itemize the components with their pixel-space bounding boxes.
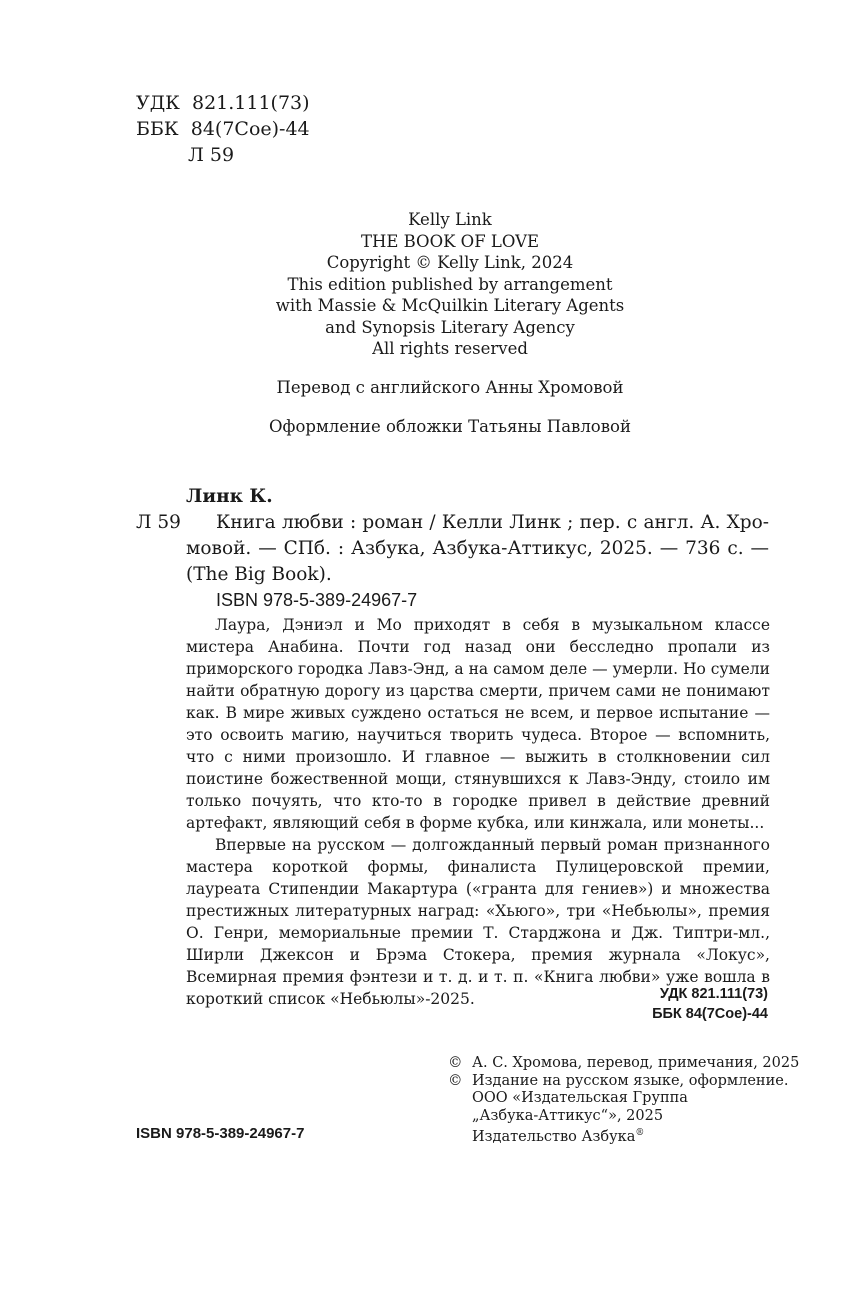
- bibliographic-line-3: (The Big Book).: [186, 564, 332, 585]
- copyright-row: [448, 1055, 799, 1073]
- bottom-isbn: ISBN 978-5-389-24967-7: [136, 1125, 305, 1142]
- copyright-row: [448, 1108, 799, 1126]
- cover-credit: Оформление обложки Татьяны Павловой: [269, 417, 631, 436]
- original-title: THE BOOK OF LOVE: [360, 231, 540, 251]
- bbk-value: 84(7Сое)-44: [190, 118, 310, 140]
- udk-line: [136, 90, 310, 116]
- translation-credit: Перевод с английского Анны Хромовой: [276, 378, 624, 397]
- annotation: [186, 614, 770, 1010]
- copyright-text: А. С. Хромова, перевод, примечания, 2025: [472, 1055, 800, 1071]
- original-author: Kelly Link: [408, 210, 492, 229]
- bibliographic-line-1: Книга любви : роман / Келли Линк ; пер. с англ. А. Хро-: [216, 512, 769, 533]
- copyright-row: [448, 1125, 799, 1146]
- bottom-bbk: ББК 84(7Сое)-44: [652, 1006, 768, 1022]
- edition-note-3: and Synopsis Literary Agency: [325, 317, 575, 337]
- annotation-paragraph-2: Впервые на русском — долгожданный первый роман признанного мастера короткой формы, финалиста Пулицеровской премии, лауреата Стипендии Макартура («гранта для гениев») и множества престижных литературных наград: «Хьюго», три «Небьюлы», премия О. Генри, мемориальные премии Т. Старджона и Дж. Типтри-мл., Ширли Джексон и Брэма Стокера, премия журнала «Локус», Всемирная премия фэнтези и т. д. и т. п. «Книга любви» уже вошла в короткий список «Небьюлы»-2025.: [186, 836, 770, 1008]
- copyright-symbol: ©: [448, 1072, 463, 1089]
- copyright-symbol: ©: [448, 1055, 463, 1071]
- rights-reserved: All rights reserved: [372, 339, 528, 358]
- bbk-line: [136, 116, 310, 142]
- edition-note-1: This edition published by arrangement: [287, 274, 613, 294]
- copyright-row: [448, 1090, 799, 1108]
- udk-label: УДК: [136, 92, 180, 114]
- copyright-text: ООО «Издательская Группа: [472, 1090, 688, 1106]
- original-edition-info: [200, 209, 700, 360]
- author-heading: Линк К.: [186, 486, 273, 507]
- bibliographic-isbn: ISBN 978-5-389-24967-7: [216, 590, 418, 610]
- bbk-label: ББК: [136, 118, 179, 140]
- copyright-text: Издание на русском языке, оформление.: [472, 1072, 789, 1089]
- copyright-block: [448, 1055, 799, 1146]
- udk-value: 821.111(73): [191, 92, 310, 114]
- copyright-row: [448, 1073, 799, 1091]
- bottom-udk: УДК 821.111(73): [659, 986, 768, 1002]
- edition-note-2: with Massie & McQuilkin Literary Agents: [275, 296, 625, 315]
- copyright-text: „Азбука-Аттикус“», 2025: [472, 1107, 664, 1124]
- author-mark: Л 59: [188, 144, 235, 166]
- bibliographic-mark: Л 59: [136, 512, 181, 533]
- registered-mark: ®: [635, 1128, 645, 1138]
- copyright-text: Издательство Азбука: [472, 1128, 636, 1145]
- bibliographic-line-2: мовой. — СПб. : Азбука, Азбука-Аттикус, 2025. — 736 с. —: [186, 538, 769, 559]
- annotation-paragraph-1: Лаура, Дэниэл и Мо приходят в себя в музыкальном классе мистера Анабина. Почти год назад они бесследно пропали из приморского городка Лавз-Энд, а на самом деле — умерли. Но сумели найти обратную дорогу из царства смерти, причем сами не понимают как. В мире живых суждено остаться не всем, и первое испытание — это освоить магию, научиться творить чудеса. Второе — вспомнить, что с ними произошло. И главное — выжить в столкновении сил поистине божественной мощи, стянувшихся к Лавз-Энду, стоило им только почуять, что кто-то в городке привел в действие древний артефакт, являющий себя в форме кубка, или кинжала, или монеты...: [186, 616, 770, 832]
- original-copyright: Copyright © Kelly Link, 2024: [326, 253, 574, 272]
